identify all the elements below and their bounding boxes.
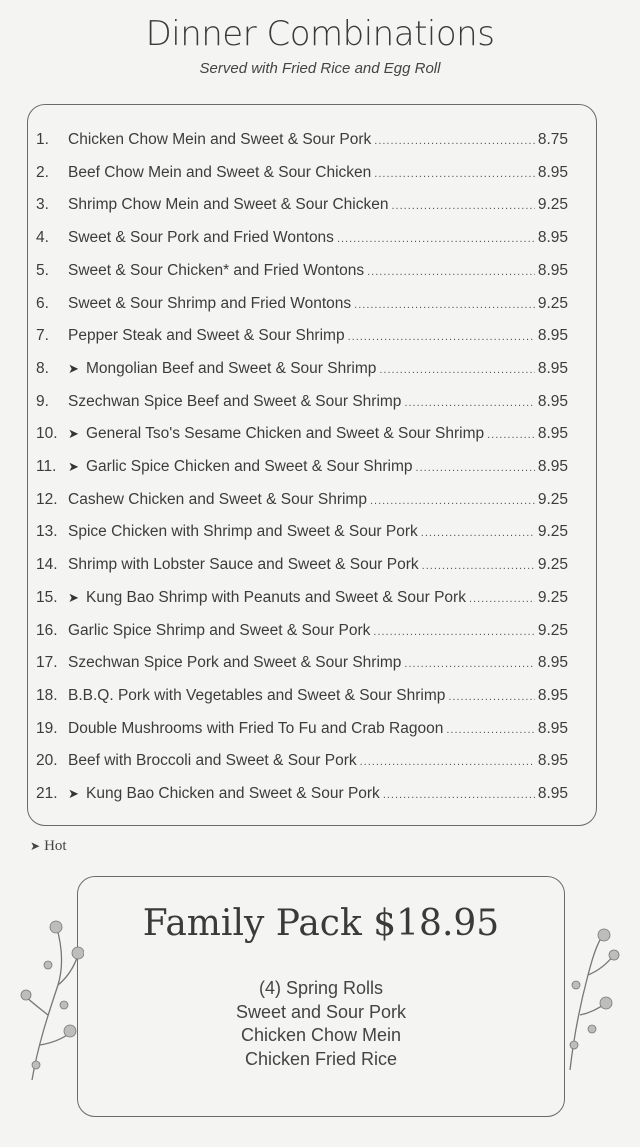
menu-item-name <box>68 523 418 541</box>
menu-item-name-text: Kung Bao Shrimp with Peanuts and Sweet & Sour Pork <box>86 588 466 606</box>
menu-item-number: 15. <box>36 588 58 606</box>
menu-item-name <box>68 752 357 770</box>
menu-item-price: 8.95 <box>537 229 568 247</box>
menu-item-number: 19. <box>36 719 58 737</box>
menu-item-price: 8.75 <box>537 131 568 148</box>
menu-item-name <box>68 654 401 672</box>
menu-item-name-text: Sweet & Sour Pork and Fried Wontons <box>68 229 334 247</box>
menu-item-number: 20. <box>36 752 58 770</box>
menu-item-name-text: Cashew Chicken and Sweet & Sour Shrimp <box>68 490 367 508</box>
menu-item-name-text: Szechwan Spice Beef and Sweet & Sour Shrimp <box>68 392 402 410</box>
menu-item-name <box>68 295 351 313</box>
menu-item-name-text: Chicken Chow Mein and Sweet & Sour Pork <box>68 131 372 148</box>
menu-item-number: 4. <box>36 229 49 247</box>
menu-item-price: 8.95 <box>537 163 568 181</box>
menu-item-name <box>68 785 380 803</box>
menu-item-price: 8.95 <box>537 425 568 443</box>
menu-item-price: 9.25 <box>537 294 568 312</box>
menu-item-number: 1. <box>36 131 49 148</box>
menu-item <box>36 196 568 220</box>
dot-leader <box>404 397 534 409</box>
menu-item-name <box>68 556 419 574</box>
menu-item-price: 9.25 <box>537 621 568 639</box>
pepper-icon: ➤ <box>68 360 79 376</box>
menu-item-name <box>68 327 345 345</box>
menu-item-name-text: Beef Chow Mein and Sweet & Sour Chicken <box>68 163 372 181</box>
menu-item-number: 2. <box>36 163 49 181</box>
menu-item-name-text: Shrimp Chow Mein and Sweet & Sour Chicken <box>68 196 389 214</box>
menu-item-price: 8.95 <box>537 654 568 672</box>
dot-leader <box>404 658 534 670</box>
family-pack-line: Chicken Fried Rice <box>244 1049 398 1069</box>
menu-item-price: 9.25 <box>537 196 568 214</box>
menu-item-name <box>68 393 401 411</box>
menu-item-name-text: General Tso's Sesame Chicken and Sweet & Sour Shrimp <box>86 425 485 443</box>
menu-item <box>36 720 568 744</box>
menu-item-price: 9.25 <box>537 556 568 574</box>
menu-item-number: 5. <box>36 261 49 279</box>
family-pack-line: (4) Spring Rolls <box>258 978 384 998</box>
menu-item-name-text: B.B.Q. Pork with Vegetables and Sweet & Sour Shrimp <box>68 686 446 704</box>
dot-leader <box>416 462 535 474</box>
menu-item-price: 9.25 <box>537 523 568 541</box>
menu-item-number: 16. <box>36 621 58 639</box>
menu-item-number: 6. <box>36 294 49 312</box>
menu-item-number: 9. <box>36 392 49 410</box>
menu-item <box>36 131 568 155</box>
dot-leader <box>446 724 534 736</box>
menu-item-number: 21. <box>36 785 58 802</box>
dot-leader <box>337 233 535 245</box>
menu-item-name-text: Szechwan Spice Pork and Sweet & Sour Shrimp <box>68 654 402 672</box>
menu-item <box>36 425 568 449</box>
menu-item-name <box>68 589 466 607</box>
menu-item-name-text: Double Mushrooms with Fried To Fu and Crab Ragoon <box>68 719 444 737</box>
menu-item-price: 8.95 <box>537 686 568 704</box>
pepper-icon: ➤ <box>68 459 79 474</box>
menu-item <box>36 327 568 351</box>
family-pack-line: Sweet and Sour Pork <box>235 1002 407 1022</box>
menu-item-name-text: Sweet & Sour Chicken* and Fried Wontons <box>68 261 365 279</box>
dot-leader <box>469 593 535 605</box>
menu-item <box>36 393 568 417</box>
menu-item-name-text: Sweet & Sour Shrimp and Fried Wontons <box>68 294 352 312</box>
menu-item-name <box>68 425 484 443</box>
pepper-icon: ➤ <box>68 589 79 605</box>
menu-item-price: 8.95 <box>537 458 568 475</box>
menu-item-name <box>68 360 376 378</box>
floral-decoration-right-icon <box>562 925 622 1075</box>
pepper-icon: ➤ <box>68 786 79 801</box>
menu-item <box>36 654 568 678</box>
menu-item <box>36 164 568 188</box>
menu-item-number: 11. <box>36 458 57 475</box>
menu-item-name <box>68 229 334 247</box>
menu-item-name-text: Kung Bao Chicken and Sweet & Sour Pork <box>86 785 380 802</box>
menu-item <box>36 360 568 384</box>
menu-item-name <box>68 262 364 280</box>
dot-leader <box>383 789 535 801</box>
dot-leader <box>373 626 534 638</box>
menu-item-number: 12. <box>36 490 58 508</box>
menu-item-price: 8.95 <box>537 392 568 410</box>
family-pack-title: Family Pack $18.95 <box>142 903 500 944</box>
menu-item <box>36 752 568 776</box>
menu-item-name <box>68 491 367 509</box>
menu-item-name <box>68 687 445 705</box>
menu-item-name-text: Mongolian Beef and Sweet & Sour Shrimp <box>86 359 377 377</box>
menu-item-name <box>68 164 371 182</box>
dot-leader <box>421 527 535 539</box>
dot-leader <box>487 429 535 441</box>
menu-item-price: 9.25 <box>537 588 568 606</box>
menu-item-number: 13. <box>36 523 58 541</box>
menu-item-number: 8. <box>36 359 49 377</box>
menu-item-number: 14. <box>36 556 58 574</box>
dot-leader <box>360 756 535 768</box>
dot-leader <box>422 560 535 572</box>
hot-legend <box>30 838 67 855</box>
menu-item <box>36 687 568 711</box>
dot-leader <box>374 135 535 147</box>
dot-leader <box>354 299 535 311</box>
menu-item-name-text: Beef with Broccoli and Sweet & Sour Pork <box>68 752 357 770</box>
dot-leader <box>367 266 535 278</box>
dot-leader <box>448 691 534 703</box>
dot-leader <box>391 200 534 212</box>
menu-item-price: 8.95 <box>537 359 568 377</box>
menu-item-name <box>68 131 371 149</box>
dot-leader <box>370 495 535 507</box>
menu-item <box>36 229 568 253</box>
dot-leader <box>348 331 535 343</box>
dot-leader <box>374 168 535 180</box>
page-title: Dinner Combinations <box>145 14 495 54</box>
menu-item-name-text: Garlic Spice Shrimp and Sweet & Sour Pork <box>68 621 371 639</box>
page-subtitle: Served with Fried Rice and Egg Roll <box>199 60 441 77</box>
menu-item-number: 18. <box>36 686 58 704</box>
menu-item-price: 8.95 <box>537 261 568 279</box>
menu-item-name <box>68 720 443 738</box>
menu-item-number: 17. <box>36 654 58 672</box>
menu-item-name-text: Spice Chicken with Shrimp and Sweet & Sour Pork <box>68 523 418 541</box>
menu-item <box>36 458 568 482</box>
floral-decoration-left-icon <box>18 915 84 1085</box>
menu-item <box>36 491 568 515</box>
menu-item-name-text: Shrimp with Lobster Sauce and Sweet & Sour Pork <box>68 556 419 574</box>
menu-item-number: 7. <box>36 327 49 345</box>
dot-leader <box>379 364 534 376</box>
menu-item <box>36 622 568 646</box>
pepper-icon: ➤ <box>68 426 79 442</box>
menu-item-name <box>68 622 370 640</box>
menu-item <box>36 556 568 580</box>
menu-item-price: 8.95 <box>537 785 568 802</box>
menu-item-name-text: Pepper Steak and Sweet & Sour Shrimp <box>68 327 345 345</box>
pepper-icon: ➤ <box>30 839 41 853</box>
menu-item-price: 8.95 <box>537 327 568 345</box>
menu-item-name <box>68 196 388 214</box>
menu-item-name-text: Garlic Spice Chicken and Sweet & Sour Shrimp <box>86 458 413 475</box>
menu-item-number: 10. <box>36 425 58 443</box>
menu-item <box>36 589 568 613</box>
menu-item <box>36 295 568 319</box>
family-pack-line: Chicken Chow Mein <box>240 1025 402 1045</box>
menu-item-price: 9.25 <box>537 490 568 508</box>
menu-item-price: 8.95 <box>537 752 568 770</box>
menu-item <box>36 523 568 547</box>
menu-item <box>36 262 568 286</box>
hot-legend-label: Hot <box>44 838 67 854</box>
menu-item-number: 3. <box>36 196 49 214</box>
menu-item <box>36 785 568 809</box>
menu-item-name <box>68 458 413 476</box>
menu-item-price: 8.95 <box>537 719 568 737</box>
